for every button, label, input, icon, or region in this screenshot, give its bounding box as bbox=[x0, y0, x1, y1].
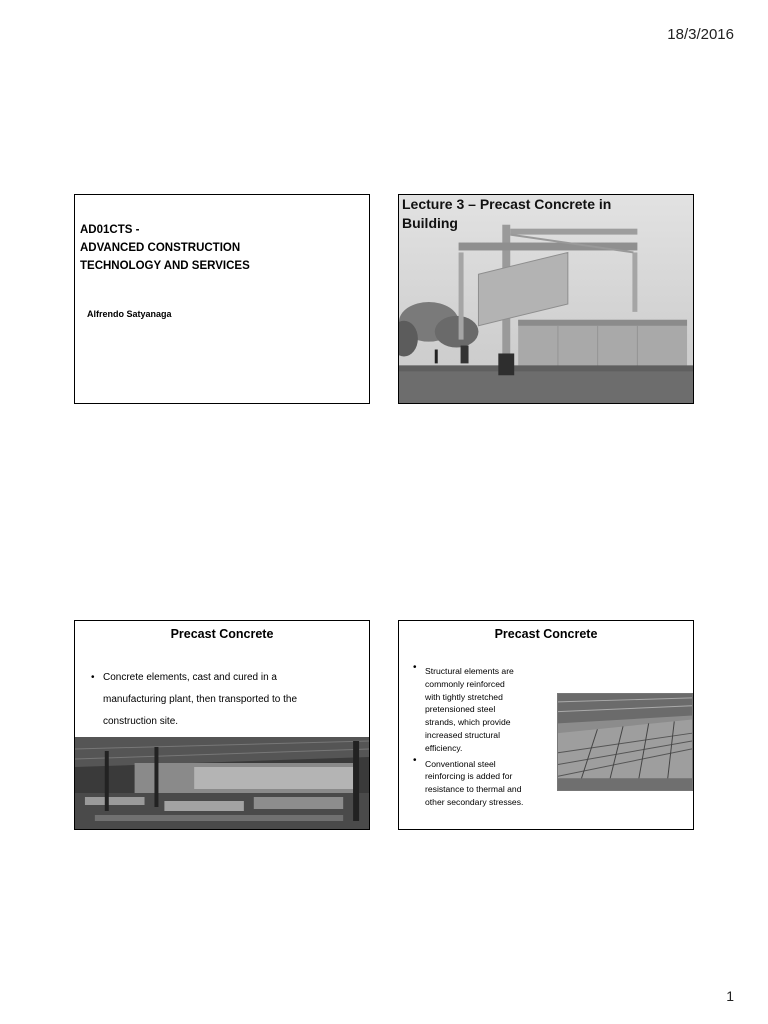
bullet-line: resistance to thermal and bbox=[425, 784, 522, 795]
prestressing-bed-photo bbox=[557, 693, 693, 791]
bullet-text bbox=[91, 667, 351, 733]
print-date: 18/3/2016 bbox=[667, 26, 734, 43]
bullet-line: construction site. bbox=[103, 716, 179, 727]
course-title-line-2: TECHNOLOGY AND SERVICES bbox=[80, 260, 250, 272]
bullet-line: increased structural bbox=[425, 729, 500, 740]
bullet-item bbox=[413, 662, 555, 755]
bullet-line: strands, which provide bbox=[425, 717, 511, 728]
bullet-line: commonly reinforced bbox=[425, 678, 505, 689]
bullet-icon: • bbox=[413, 754, 417, 766]
slide-4-reinforcement bbox=[398, 620, 694, 830]
bullet-line: pretensioned steel bbox=[425, 704, 496, 715]
slide-2-lecture-title bbox=[398, 194, 694, 404]
bullet-list bbox=[413, 662, 555, 812]
lecture-title-line-1: Lecture 3 – Precast Concrete in bbox=[402, 196, 612, 212]
slide-title: Precast Concrete bbox=[170, 627, 274, 641]
slide-1-title bbox=[74, 194, 370, 404]
bullet-line: reinforcing is added for bbox=[425, 771, 513, 782]
bullet-line: Conventional steel bbox=[425, 758, 496, 769]
course-code: AD01CTS - bbox=[80, 224, 140, 236]
bullet-item bbox=[91, 667, 351, 733]
factory-interior-photo bbox=[75, 737, 369, 829]
bullet-icon: • bbox=[91, 672, 95, 683]
course-heading bbox=[80, 221, 250, 275]
course-title-line-1: ADVANCED CONSTRUCTION bbox=[80, 242, 241, 254]
bullet-line: Concrete elements, cast and cured in a bbox=[103, 672, 277, 683]
page-number: 1 bbox=[726, 988, 734, 1004]
lecture-title bbox=[402, 195, 662, 233]
bullet-line: Structural elements are bbox=[425, 666, 514, 676]
bullet-item bbox=[413, 754, 555, 809]
bullet-line: other secondary stresses. bbox=[425, 796, 524, 807]
bullet-icon: • bbox=[413, 662, 417, 673]
author-name: Alfrendo Satyanaga bbox=[87, 309, 172, 319]
bullet-line: manufacturing plant, then transported to the bbox=[103, 694, 298, 705]
slide-3-precast-definition bbox=[74, 620, 370, 830]
bullet-line: with tightly stretched bbox=[425, 691, 503, 702]
slide-title: Precast Concrete bbox=[494, 627, 598, 641]
bullet-line: efficiency. bbox=[425, 742, 463, 753]
lecture-title-line-2: Building bbox=[402, 215, 458, 231]
